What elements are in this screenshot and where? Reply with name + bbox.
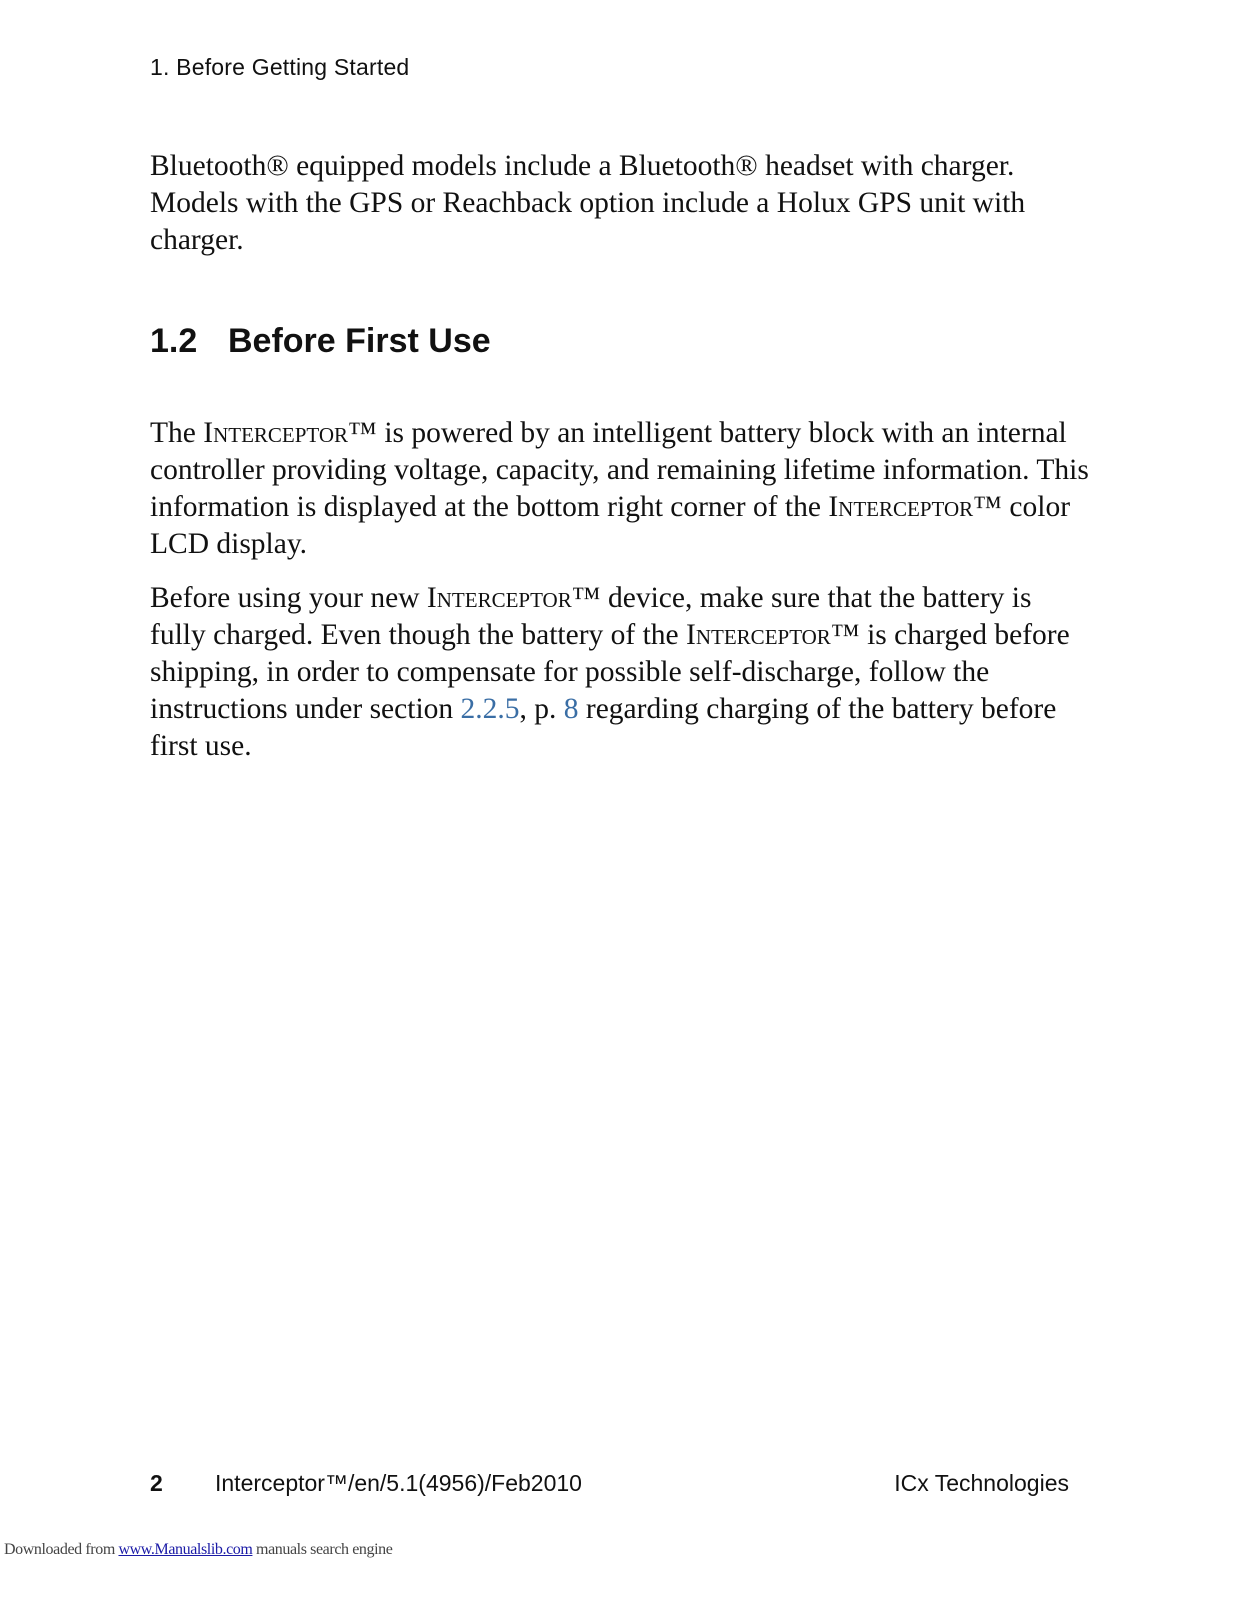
text-run: is powered by an intelligent battery block with an internal controller providing voltage, capacity, and remaining lifetime information. This information is displayed at the bottom right corner of the (150, 417, 1089, 523)
battery-paragraph (150, 415, 1090, 563)
product-name: Interceptor™ (828, 491, 1003, 523)
footer-company: ICx Technologies (894, 1470, 1069, 1496)
intro-paragraph: Bluetooth® equipped models include a Bluetooth® headset with charger. Models with the GPS or Reachback option include a Holux GPS unit with charger. (150, 150, 1026, 256)
footer-page-number: 2 (150, 1470, 163, 1496)
charge-paragraph (150, 580, 1090, 765)
product-name: Interceptor™ (686, 619, 860, 651)
text-run: device, make sure that the battery is fully charged. Even though the battery of the (150, 582, 1032, 651)
download-notice (4, 1541, 392, 1559)
section-title: Before First Use (228, 322, 491, 360)
section-reference-link[interactable]: 2.2.5 (460, 693, 520, 725)
download-prefix: Downloaded from (4, 1541, 119, 1558)
section-heading (150, 322, 491, 361)
download-suffix: manuals search engine (252, 1541, 393, 1558)
footer-document-id: Interceptor™/en/5.1(4956)/Feb2010 (215, 1470, 582, 1496)
text-run: regarding charging of the battery before first use. (150, 693, 1057, 762)
text-run: color LCD display. (150, 491, 1071, 560)
section-number: 1.2 (150, 322, 198, 360)
text-run: Before using your new (150, 582, 427, 614)
page-reference-link[interactable]: 8 (563, 693, 579, 725)
text-run: The (150, 417, 204, 449)
manualslib-link[interactable]: www.Manualslib.com (118, 1541, 253, 1558)
product-name: Interceptor™ (426, 582, 601, 614)
product-name: Interceptor™ (203, 417, 377, 449)
running-header: 1. Before Getting Started (150, 54, 410, 80)
text-run: is charged before shipping, in order to compensate for possible self-discharge, follow the instructions under section (150, 619, 1070, 725)
text-run: , p. (519, 693, 564, 725)
